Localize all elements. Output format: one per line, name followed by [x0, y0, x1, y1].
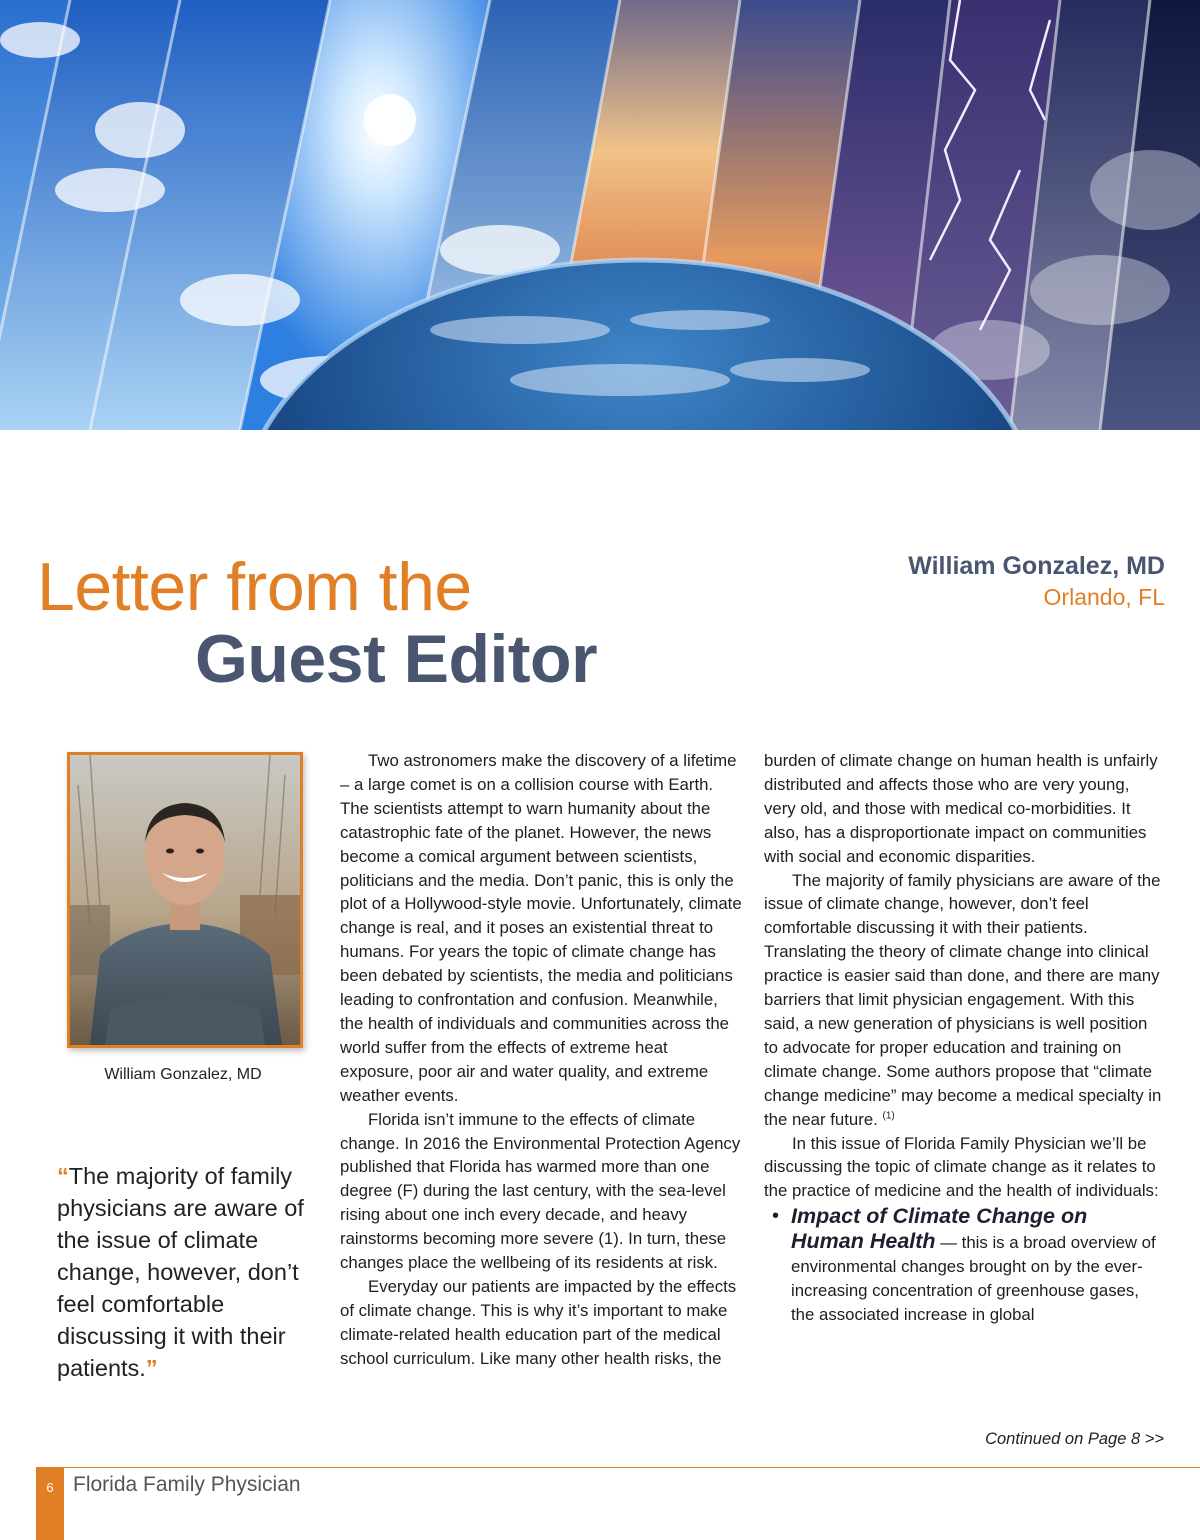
author-name: William Gonzalez, MD [908, 552, 1165, 580]
bullet-text: — this is a broad overview of environmental changes brought on by the ever-increasing concentration of greenhouse gases, the associated increase in global [791, 1233, 1156, 1324]
paragraph [764, 869, 1164, 1132]
pull-quote [57, 1160, 322, 1384]
list-item [764, 1205, 1164, 1327]
bullet-icon: • [772, 1205, 780, 1228]
author-location: Orlando, FL [1043, 584, 1165, 610]
paragraph: Everyday our patients are impacted by the effects of climate change. This is why it’s important to make climate-related health education part of the medical school curriculum. Like many other health risks, the [340, 1276, 737, 1368]
paragraph: Florida isn’t immune to the effects of climate change. In 2016 the Environmental Protection Agency published that Florida has warmed more than one degree (F) during the last century, with the sea-level rising about one inch every decade, and heavy rainstorms becoming more severe (1). In turn, these changes place the wellbeing of its residents at risk. [340, 1109, 741, 1273]
page-number: 6 [46, 1480, 54, 1495]
quote-open-mark: “ [57, 1163, 69, 1189]
hero-banner [0, 0, 1200, 430]
paragraph: burden of climate change on human health is unfairly distributed and affects those who are very young, very old, and those with medical co-morbidities. It also, has a disproportionate impact on communities with social and economic disparities. [764, 751, 1158, 866]
paragraph: In this issue of Florida Family Physician we’ll be discussing the topic of climate change as it relates to the practice of medicine and the health of individuals: [764, 1133, 1159, 1201]
title-line-2: Guest Editor [195, 621, 598, 697]
publication-name: Florida Family Physician [73, 1473, 301, 1496]
bullet-title: Impact of Climate Change on Human Health [791, 1204, 1088, 1254]
article-column-2 [764, 749, 1164, 1327]
quote-close-mark: ” [145, 1355, 158, 1381]
reference-marker: (1) [882, 1110, 895, 1121]
pull-quote-text: The majority of family physicians are aware of the issue of climate change, however, don’t feel comfortable discussing it with their patients. [57, 1163, 304, 1381]
photo-caption: William Gonzalez, MD [104, 1066, 262, 1083]
title-line-1: Letter from the [37, 549, 472, 625]
paragraph: Two astronomers make the discovery of a lifetime – a large comet is on a collision course with Earth. The scientists attempt to warn humanity about the catastrophic fate of the planet. However, the news become a comical argument between scientists, politicians and the media. Don’t panic, this is only the plot of a Hollywood-style movie. Unfortunately, climate change is real, and it poses an existential threat to humans. For years the topic of climate change has been debated by scientists, the media and politicians leading to confrontation and confusion. Meanwhile, the health of individuals and communities across the world suffer from the effects of extreme heat exposure, poor air and water quality, and extreme weather events. [340, 751, 742, 1105]
sky-strips-earth-illustration [0, 0, 1200, 430]
page-number-tab [36, 1467, 64, 1540]
portrait-illustration [70, 755, 300, 1045]
footer-divider [36, 1467, 1200, 1468]
paragraph-text: The majority of family physicians are aware of the issue of climate change, however, don’t feel comfortable discussing it with their patients. Translating the theory of climate change into clinical practice is easier said than done, and there are many barriers that limit physician engagement. With this said, a new generation of physicians is well position to advocate for proper education and training on climate change. Some authors propose that “climate change medicine” may become a medical specialty in the near future. [764, 870, 1162, 1129]
continued-link[interactable]: Continued on Page 8 >> [985, 1430, 1164, 1448]
article-column-1 [340, 749, 745, 1371]
author-portrait [67, 752, 303, 1048]
